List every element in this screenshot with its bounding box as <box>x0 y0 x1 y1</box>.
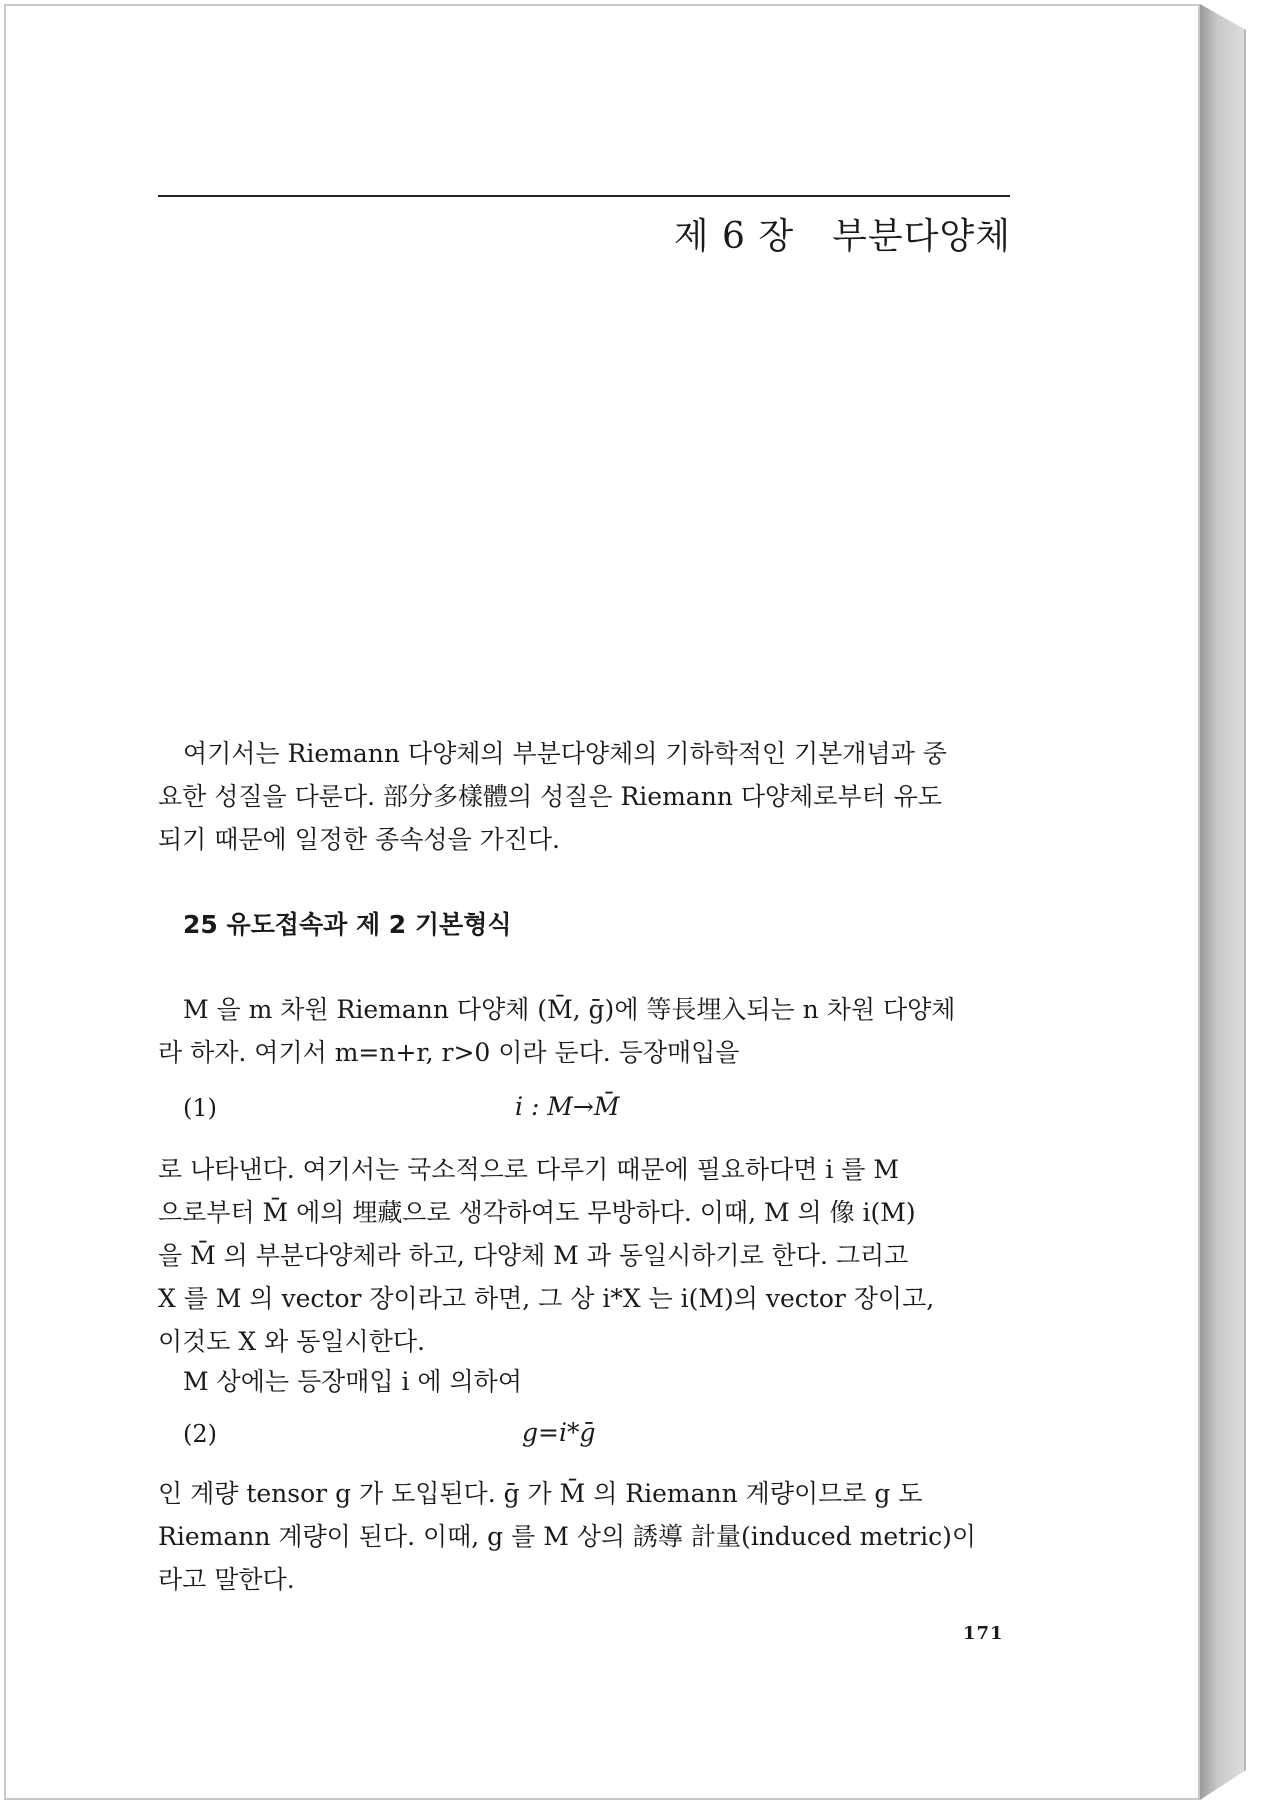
equation-1: i : M→M̄ <box>515 1092 620 1121</box>
page-edge <box>1200 4 1246 1800</box>
para2-line-1: 로 나타낸다. 여기서는 국소적으로 다루기 때문에 필요하다면 i 를 M <box>158 1155 899 1184</box>
chapter-name: 부분다양체 <box>832 216 1011 257</box>
chapter-rule <box>158 195 1010 197</box>
para3-line-3: 라고 말한다. <box>158 1565 295 1594</box>
section-heading: 25 유도접속과 제 2 기본형식 <box>183 910 512 939</box>
intro-line-3: 되기 때문에 일정한 종속성을 가진다. <box>158 825 560 854</box>
equation-1-number: (1) <box>183 1094 217 1122</box>
para1-line-1: M 을 m 차원 Riemann 다양체 (M̄, ḡ)에 等長埋入되는 n 차원 다양체 <box>183 995 956 1024</box>
chapter-title <box>674 208 1011 259</box>
para3-line-2: Riemann 계량이 된다. 이때, g 를 M 상의 誘導 計量(induced metric)이 <box>158 1522 977 1551</box>
para3-line-1: 인 계량 tensor g 가 도입된다. ḡ 가 M̄ 의 Riemann 계량이므로 g 도 <box>158 1479 923 1508</box>
equation-2: g=i*ḡ <box>522 1418 596 1447</box>
equation-2-number: (2) <box>183 1420 217 1448</box>
para2-line-6: M 상에는 등장매입 i 에 의하여 <box>183 1367 522 1396</box>
page-number: 171 <box>963 1623 1004 1644</box>
para2-line-4: X 를 M 의 vector 장이라고 하면, 그 상 i*X 는 i(M)의 vector 장이고, <box>158 1284 935 1313</box>
intro-line-2: 요한 성질을 다룬다. 部分多樣體의 성질은 Riemann 다양체로부터 유도 <box>158 782 943 811</box>
para2-line-5: 이것도 X 와 동일시한다. <box>158 1327 425 1356</box>
intro-line-1: 여기서는 Riemann 다양체의 부분다양체의 기하학적인 기본개념과 중 <box>183 739 947 768</box>
chapter-number: 제 6 장 <box>673 216 795 257</box>
para2-line-3: 을 M̄ 의 부분다양체라 하고, 다양체 M 과 동일시하기로 한다. 그리고 <box>158 1241 909 1270</box>
para2-line-2: 으로부터 M̄ 에의 埋藏으로 생각하여도 무방하다. 이때, M 의 像 i(M) <box>158 1198 916 1227</box>
para1-line-2: 라 하자. 여기서 m=n+r, r>0 이라 둔다. 등장매입을 <box>158 1038 740 1067</box>
